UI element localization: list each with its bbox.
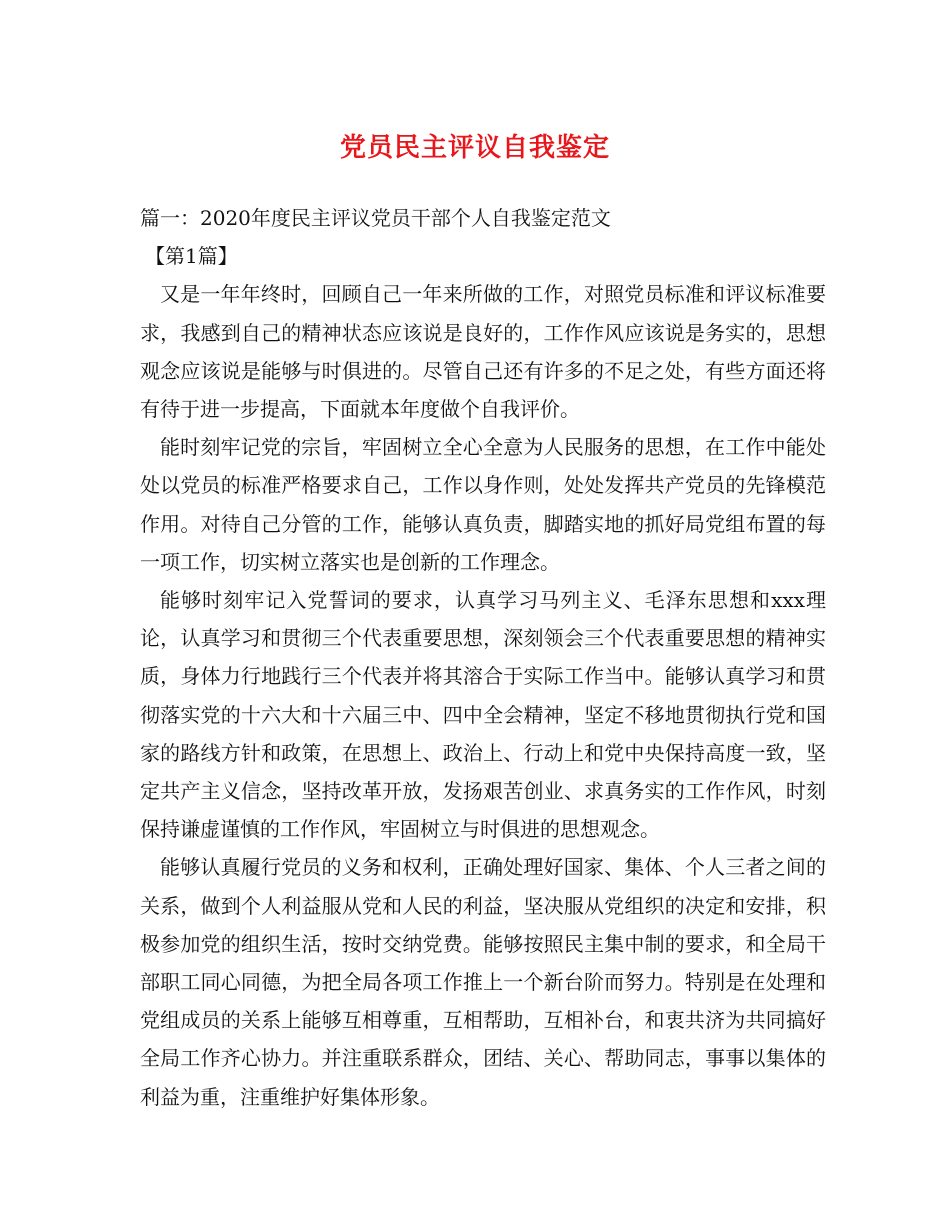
body-paragraph-4: 能够认真履行党员的义务和权利，正确处理好国家、集体、个人三者之间的关系，做到个人利益服从党和人民的利益，坚决服从党组织的决定和安排，积极参加党的组织生活，按时交纳党费。能够按照民主集中制的要求，和全局干部职工同心同德，为把全局各项工作推上一个新台阶而努力。特别是在处理和党组成员的关系上能够互相尊重，互相帮助，互相补台，和衷共济为共同搞好全局工作齐心协力。并注重联系群众，团结、关心、帮助同志，事事以集体的利益为重，注重维护好集体形象。 [140,855,826,1109]
document-title: 党员民主评议自我鉴定 [339,133,610,163]
body-paragraph-3: 能够时刻牢记入党誓词的要求，认真学习马列主义、毛泽东思想和xxx理论，认真学习和贯彻三个代表重要思想，深刻领会三个代表重要思想的精神实质，身体力行地践行三个代表并将其溶合于实际工作当中。能够认真学习和贯彻落实党的十六大和十六届三中、四中全会精神，坚定不移地贯彻执行党和国家的路线方针和政策，在思想上、政治上、行动上和党中央保持高度一致，坚定共产主义信念，坚持改革开放，发扬艰苦创业、求真务实的工作作风，时刻保持谦虚谨慎的工作作风，牢固树立与时俱进的思想观念。 [140,588,826,842]
document-body [140,199,826,1116]
part-label: 【第1篇】 [145,244,238,269]
body-paragraph-2: 能时刻牢记党的宗旨，牢固树立全心全意为人民服务的思想，在工作中能处处以党员的标准严格要求自己，工作以身作则，处处发挥共产党员的先锋模范作用。对待自己分管的工作，能够认真负责，脚踏实地的抓好局党组布置的每一项工作，切实树立落实也是创新的工作理念。 [140,435,826,574]
body-paragraph-1: 又是一年年终时，回顾自己一年来所做的工作，对照党员标准和评议标准要求，我感到自己的精神状态应该说是良好的，工作作风应该说是务实的，思想观念应该说是能够与时俱进的。尽管自己还有许多的不足之处，有些方面还将有待于进一步提高，下面就本年度做个自我评价。 [140,282,826,422]
section-heading: 篇一：2020年度民主评议党员干部个人自我鉴定范文 [140,206,611,230]
